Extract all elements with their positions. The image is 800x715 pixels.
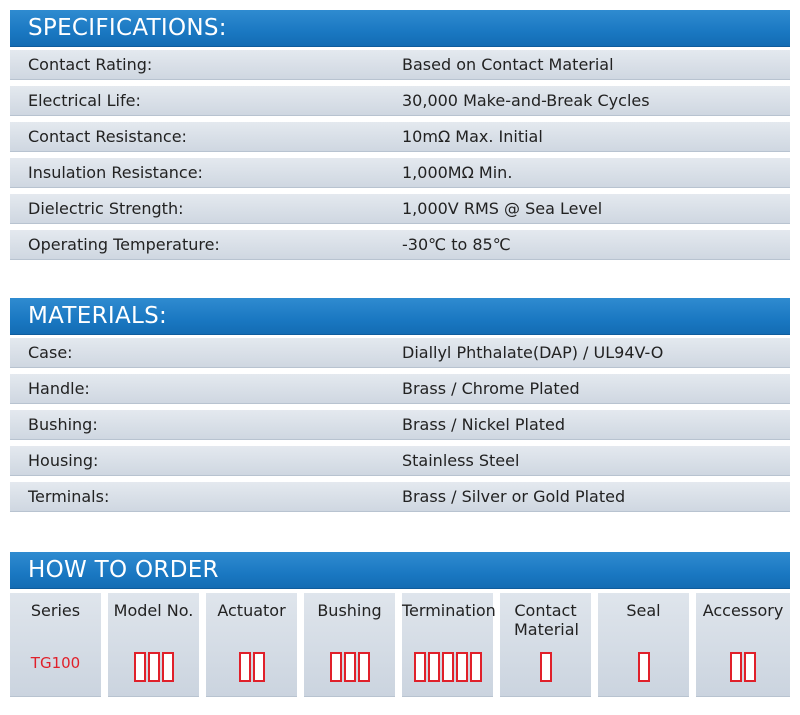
digit-squares [402, 652, 493, 682]
spec-value: Based on Contact Material [402, 55, 614, 74]
spec-value: 10mΩ Max. Initial [402, 127, 543, 146]
materials-section [10, 298, 790, 518]
code-digit-box [638, 652, 650, 682]
order-box-label: Contact Material [514, 601, 579, 639]
code-digit-box [148, 652, 160, 682]
spec-row-insulation-resistance [10, 158, 790, 188]
spec-value: 30,000 Make-and-Break Cycles [402, 91, 650, 110]
code-digit-box [358, 652, 370, 682]
code-digit-box [428, 652, 440, 682]
spec-label: Insulation Resistance: [28, 163, 203, 182]
order-box-label: Termination [402, 601, 496, 620]
material-label: Case: [28, 343, 73, 362]
material-value: Brass / Chrome Plated [402, 379, 580, 398]
spec-value: -30℃ to 85℃ [402, 235, 511, 254]
spec-row-dielectric-strength [10, 194, 790, 224]
material-value: Brass / Silver or Gold Plated [402, 487, 626, 506]
spec-label: Operating Temperature: [28, 235, 220, 254]
spec-label: Dielectric Strength: [28, 199, 184, 218]
order-box-contact-material [500, 593, 591, 697]
material-row-bushing [10, 410, 790, 440]
spec-label: Contact Rating: [28, 55, 153, 74]
order-code-boxes [10, 593, 790, 697]
order-box-termination [402, 593, 496, 697]
how-to-order-header: HOW TO ORDER [10, 552, 790, 589]
spec-row-contact-resistance [10, 122, 790, 152]
order-box-label: Seal [626, 601, 661, 620]
code-digit-box [540, 652, 552, 682]
material-row-handle [10, 374, 790, 404]
order-box-actuator [206, 593, 297, 697]
spec-row-electrical-life [10, 86, 790, 116]
order-box-series [10, 593, 101, 697]
spec-label: Electrical Life: [28, 91, 141, 110]
spec-value: 1,000V RMS @ Sea Level [402, 199, 603, 218]
code-digit-box [744, 652, 756, 682]
order-box-accessory [696, 593, 790, 697]
material-row-case [10, 338, 790, 368]
order-box-label: Model No. [113, 601, 194, 620]
series-code: TG100 [30, 654, 81, 672]
spec-label: Contact Resistance: [28, 127, 187, 146]
order-box-label: Bushing [317, 601, 382, 620]
order-box-seal [598, 593, 689, 697]
code-digit-box [239, 652, 251, 682]
code-digit-box [470, 652, 482, 682]
code-digit-box [456, 652, 468, 682]
material-value: Brass / Nickel Plated [402, 415, 566, 434]
material-label: Bushing: [28, 415, 98, 434]
material-row-housing [10, 446, 790, 476]
order-box-model-no [108, 593, 199, 697]
material-row-terminals [10, 482, 790, 512]
material-label: Housing: [28, 451, 99, 470]
digit-squares [206, 652, 297, 682]
digit-squares [696, 652, 790, 682]
spec-value: 1,000MΩ Min. [402, 163, 513, 182]
code-digit-box [330, 652, 342, 682]
code-digit-box [442, 652, 454, 682]
code-digit-box [134, 652, 146, 682]
digit-squares [598, 652, 689, 682]
code-digit-box [253, 652, 265, 682]
digit-squares [108, 652, 199, 682]
digit-squares [500, 652, 591, 682]
specifications-header: SPECIFICATIONS: [10, 10, 790, 47]
spec-row-operating-temperature [10, 230, 790, 260]
material-label: Handle: [28, 379, 90, 398]
code-digit-box [344, 652, 356, 682]
how-to-order-section [10, 552, 790, 697]
materials-header: MATERIALS: [10, 298, 790, 335]
digit-squares [304, 652, 395, 682]
order-box-label: Accessory [702, 601, 784, 620]
order-box-bushing [304, 593, 395, 697]
spec-row-contact-rating [10, 50, 790, 80]
code-digit-box [730, 652, 742, 682]
material-label: Terminals: [28, 487, 110, 506]
specifications-section [10, 10, 790, 266]
code-digit-box [162, 652, 174, 682]
order-box-label: Series [30, 601, 81, 620]
material-value: Stainless Steel [402, 451, 520, 470]
code-digit-box [414, 652, 426, 682]
material-value: Diallyl Phthalate(DAP) / UL94V-O [402, 343, 664, 362]
order-box-label: Actuator [217, 601, 286, 620]
